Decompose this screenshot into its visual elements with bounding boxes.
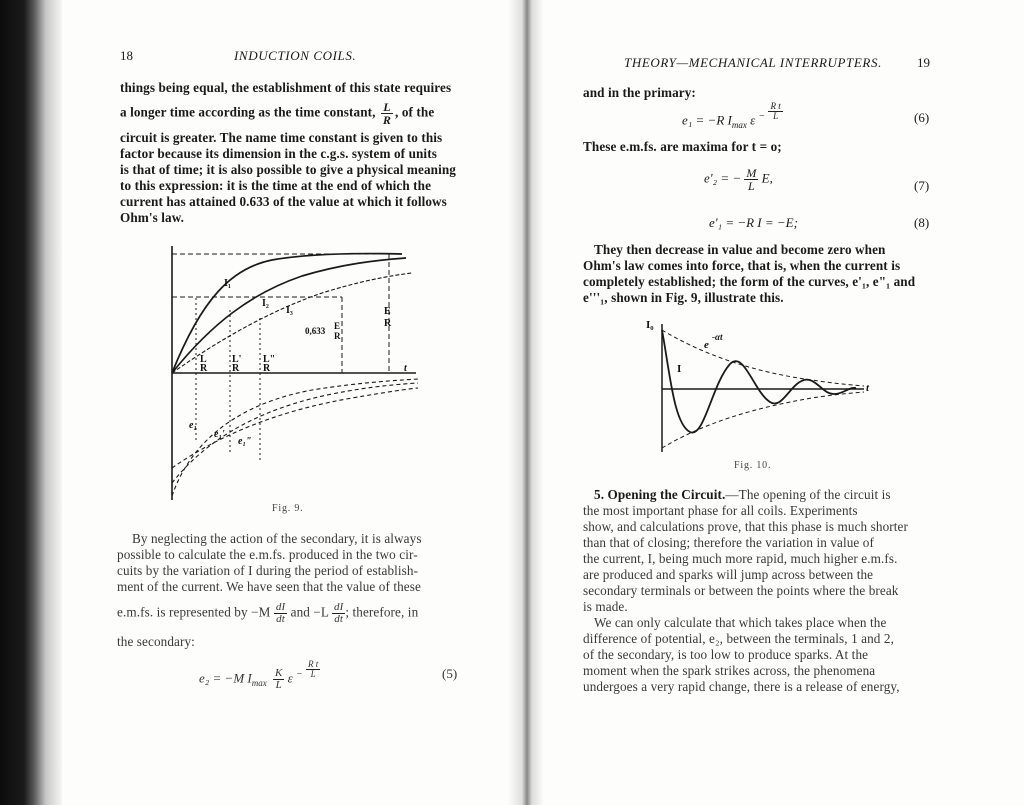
text-fragment: , of the [395, 104, 435, 120]
text-fragment: and −L [290, 604, 329, 620]
text-line: current has attained 0.633 of the value at which it follows [120, 194, 447, 209]
equation-epsilon: ε [750, 112, 756, 128]
figure-9-label-Rdouble: R [263, 363, 271, 374]
equation-number: (6) [914, 110, 930, 125]
text-line: moment when the spark strikes across, the phenomena [583, 663, 876, 678]
text-line: difference of potential, e₂, between the terminals, 1 and 2, [583, 631, 894, 646]
fraction-denominator: dt [334, 613, 344, 625]
figure-9-label-L: L [200, 354, 207, 365]
figure-9-label-Ldouble: L" [263, 354, 276, 365]
equation-number: (8) [914, 215, 930, 230]
text-line: possible to calculate the e.m.fs. produced in the two cir- [117, 547, 418, 562]
figure-9-label-E: E [384, 306, 391, 317]
text-line: undergoes a very rapid change, there is a release of energy, [583, 679, 900, 694]
figure-9-label-R-right: R [384, 318, 392, 329]
fraction-denominator: dt [276, 613, 285, 625]
equation-7 [704, 167, 773, 192]
figure-9-label-e1: e₁ [189, 420, 197, 431]
figure-9-label-I2: I₂ [262, 298, 269, 309]
fraction-dI-dt [274, 602, 287, 625]
text-line: the secondary: [117, 634, 195, 649]
equation-epsilon: ε [287, 670, 293, 686]
text-line-with-fraction [120, 101, 434, 126]
fraction-denominator: R [382, 113, 392, 127]
figure-9-label-I3: I₃ [286, 305, 293, 316]
text-line: show, and calculations prove, that this phase is much shorter [583, 519, 908, 534]
equation-exponent [306, 660, 320, 679]
figure-9-caption: Fig. 9. [272, 503, 304, 514]
fraction-denominator: L [773, 111, 779, 121]
equation-exponent [768, 102, 782, 121]
equation-rhs: E, [761, 170, 773, 186]
text-line: Ohm's law comes into force, that is, when the current is [583, 258, 901, 273]
fraction-numerator: R t [307, 659, 319, 669]
left-page [62, 0, 508, 805]
equation-subscript: max [251, 677, 267, 688]
fraction-denominator: L [275, 678, 282, 691]
figure-9-label-0633: 0,633 [305, 326, 326, 336]
text-line: and in the primary: [583, 85, 696, 100]
figure-10-label-t: t [866, 382, 870, 394]
text-line: of the secondary, is too low to produce sparks. At the [583, 647, 869, 662]
fraction-numerator: K [275, 666, 283, 679]
running-head: THEORY—MECHANICAL INTERRUPTERS. [624, 55, 882, 70]
figure-9-label-R: R [200, 363, 208, 374]
equation-fraction [744, 167, 758, 192]
running-head: INDUCTION COILS. [234, 48, 357, 63]
equation-subscript: max [731, 119, 747, 130]
figure-9-curve-e1p [172, 383, 418, 483]
equation-fraction [273, 668, 284, 691]
figure-10-upper-envelope [662, 330, 864, 386]
section-heading-line [594, 487, 891, 503]
text-line: things being equal, the establishment of this state requires [120, 80, 452, 95]
text-line: secondary terminals or between the points where the break [583, 583, 899, 598]
figure-10-damped-oscillation [662, 330, 856, 433]
figure-9-label-Rprime: R [232, 363, 240, 374]
equation-5: e₂ = −M $I_{max}$ $\frac{K}{L}$ ε − $\frac{\text{R t}}{L}$ [199, 659, 319, 691]
text-line: By neglecting the action of the secondary, it is always [132, 531, 422, 546]
figure-10-label-exp-sup: -αt [712, 332, 723, 342]
fraction-numerator: L [381, 101, 393, 114]
figure-10-diagram [642, 314, 882, 454]
figure-10-label-I: I [677, 363, 682, 375]
text-line: Ohm's law. [120, 210, 185, 225]
fraction-numerator: dI [333, 601, 344, 613]
text-line: They then decrease in value and become zero when [594, 242, 886, 257]
figure-9-curve-I3 [172, 273, 412, 373]
figure-9-diagram [162, 238, 492, 504]
fraction-denominator: L [310, 669, 316, 679]
page-number: 19 [917, 55, 930, 70]
equation-number: (7) [914, 178, 930, 193]
text-line: are produced and sparks will jump across between the [583, 567, 874, 582]
page-number: 18 [120, 48, 133, 63]
figure-9-label-I1: I₁ [224, 278, 231, 289]
figure-10-lower-envelope [662, 392, 864, 448]
text-fragment: ; therefore, in [345, 604, 419, 620]
text-fragment: a longer time according as the time constant, [120, 104, 376, 120]
right-page [544, 0, 1024, 805]
text-line: completely established; the form of the curves, e'₁, e"₁ and [583, 274, 916, 289]
fraction-denominator: L [748, 179, 755, 193]
figure-9-label-Lprime: L' [232, 354, 242, 365]
fraction-numerator: R t [770, 101, 781, 111]
figure-9-curve-e1pp [172, 388, 418, 468]
text-line: factor because its dimension in the c.g.s. system of units [120, 146, 437, 161]
fraction-dI-dt [332, 602, 345, 625]
text-line-with-fractions [117, 602, 418, 625]
text-line: These e.m.fs. are maxima for t = o; [583, 139, 782, 154]
text-line: We can only calculate that which takes place when the [594, 615, 887, 630]
section-heading: 5. Opening the Circuit. [594, 487, 726, 502]
text-line: than that of closing; therefore the variation in value of [583, 535, 874, 550]
text-line: the most important phase for all coils. Experiments [583, 503, 858, 518]
binding-shadow [0, 0, 62, 805]
fraction-L-over-R [381, 101, 393, 126]
equation-6: e₁ = −R $I_{max}$ ε − $\frac{\text{R t}}{L}$ [682, 101, 781, 130]
text-line: e'''₁, shown in Fig. 9, illustrate this. [583, 290, 784, 305]
text-line: the current, I, being much more rapid, much higher e.m.fs. [583, 551, 898, 566]
figure-9-label-0633-E: E [334, 321, 341, 331]
equation-lhs: e₁ = −R I [682, 112, 732, 128]
figure-9-label-0633-R: R [334, 331, 341, 341]
page-gutter [508, 0, 544, 805]
text-line: cuits by the variation of I during the period of establish- [117, 563, 419, 578]
figure-9-label-e1pp: e₁" [238, 436, 252, 447]
fraction-numerator: dI [275, 601, 286, 613]
figure-9-label-e1p: e₁' [214, 429, 225, 440]
equation-number: (5) [442, 666, 458, 681]
equation-lhs: e₂ = −M I [199, 670, 252, 686]
text-line: ment of the current. We have seen that the value of these [117, 579, 421, 594]
text-line: circuit is greater. The name time constant is given to this [120, 130, 443, 145]
figure-9-label-t: t [404, 363, 407, 374]
text-line: is made. [583, 599, 628, 614]
figure-9-curve-e1 [172, 379, 418, 496]
text-fragment: e.m.fs. is represented by −M [117, 604, 271, 620]
equation-8: e'₁ = −R I = −E; [709, 215, 798, 230]
text-line: to this expression: it is the time at the end of which the [120, 178, 432, 193]
fraction-numerator: M [746, 166, 757, 180]
figure-10-label-I0: I₀ [646, 319, 654, 331]
text-fragment: —The opening of the circuit is [725, 487, 891, 502]
figure-10-label-exp: e [704, 339, 709, 351]
equation-lhs: e'₂ = − [704, 170, 742, 186]
text-line: is that of time; it is also possible to give a physical meaning [120, 162, 456, 177]
figure-10-caption: Fig. 10. [734, 460, 772, 471]
